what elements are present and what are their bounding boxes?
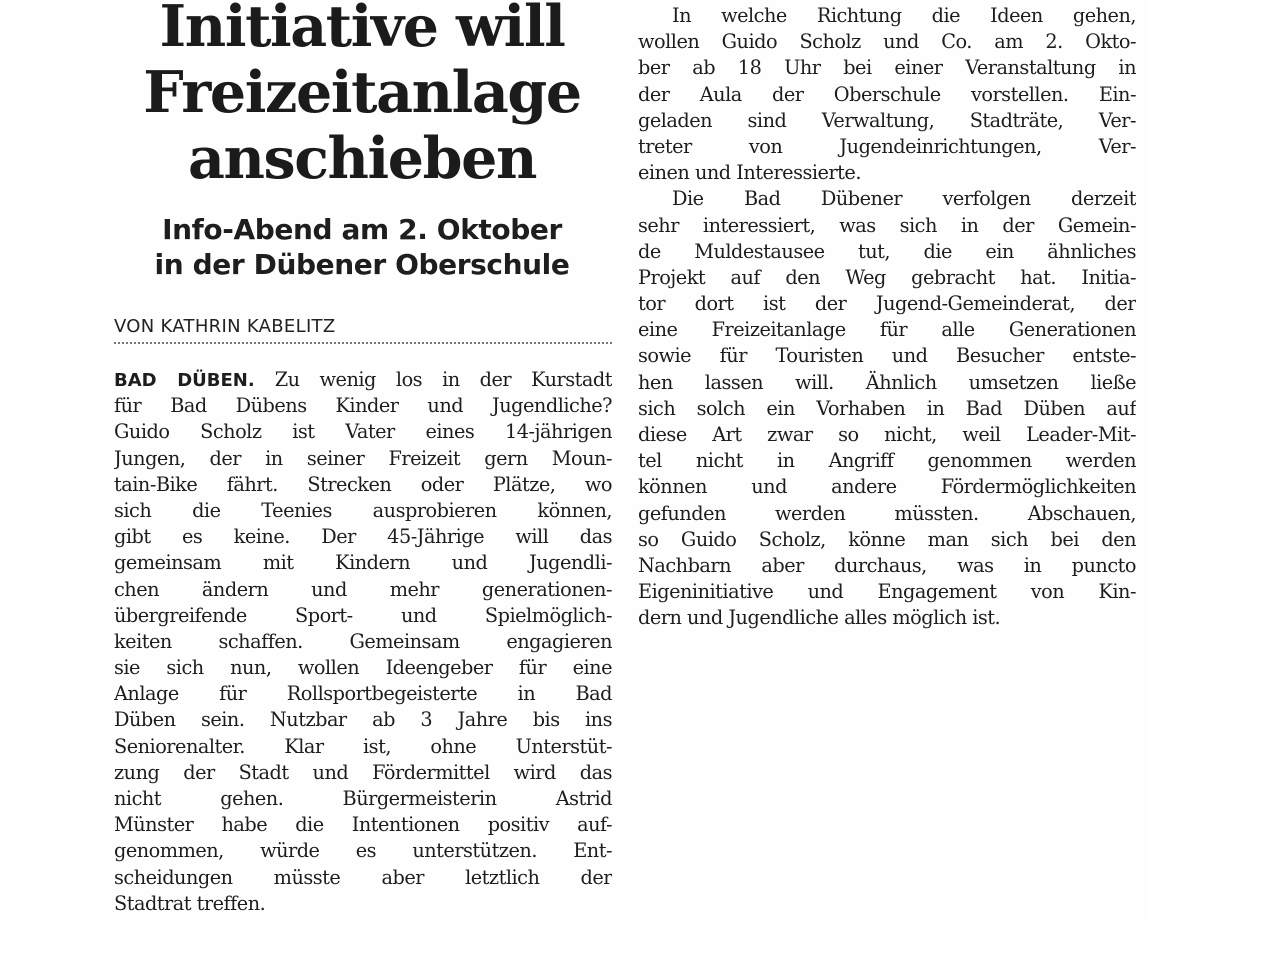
text-line (638, 317, 1136, 343)
text-line (114, 577, 612, 603)
text-line (114, 524, 612, 550)
text-line-content: keiten schaffen. Gemeinsam engagieren (114, 629, 612, 653)
text-line (638, 82, 1136, 108)
text-line-content: de Muldestausee tut, die ein ähnliches (638, 239, 1136, 263)
text-line-content: Münster habe die Intentionen positiv auf- (114, 813, 612, 837)
text-line (114, 367, 612, 393)
text-line-content: Nachbarn aber durchaus, was in puncto (638, 553, 1136, 577)
text-line (114, 550, 612, 576)
text-line-content: Jungen, der in seiner Freizeit gern Moun- (114, 446, 612, 470)
headline-line: Initiative will (159, 0, 565, 60)
text-line (638, 186, 1136, 212)
text-line-content: nicht gehen. Bürgermeisterin Astrid (114, 787, 612, 810)
text-line-content: tain-Bike fährt. Strecken oder Plätze, wo (114, 472, 612, 496)
text-line-content: sehr interessiert, was sich in der Gemein- (638, 213, 1136, 237)
text-line (114, 707, 612, 733)
text-line-content: gibt es keine. Der 45-Jährige will das (114, 525, 612, 549)
text-line (114, 629, 612, 655)
text-line (638, 108, 1136, 134)
text-line-content: hen lassen will. Ähnlich umsetzen ließe (638, 370, 1136, 394)
text-line-content: Eigeninitiative und Engagement von Kin- (638, 580, 1136, 604)
text-line (114, 603, 612, 629)
text-line-content: gefunden werden müssten. Abschauen, (638, 501, 1136, 525)
text-line (114, 393, 612, 419)
text-line-content: ber ab 18 Uhr bei einer Veranstaltung in (638, 56, 1136, 80)
dateline: BAD DÜBEN. (114, 370, 255, 391)
text-line (638, 396, 1136, 422)
text-line (114, 419, 612, 445)
byline: VON KATHRIN KABELITZ (114, 316, 336, 337)
article-column-left (114, 367, 612, 917)
text-line-content: Zu wenig los in der Kurstadt (254, 368, 612, 391)
text-line-content: sich solch ein Vorhaben in Bad Düben auf (638, 396, 1136, 420)
text-line-content: Guido Scholz ist Vater eines 14-jährigen (114, 420, 612, 444)
text-line (638, 134, 1136, 160)
text-line (638, 527, 1136, 553)
text-line-content: sich die Teenies ausprobieren können, (114, 498, 612, 522)
text-line (114, 786, 612, 812)
text-line (638, 29, 1136, 55)
text-line (638, 3, 1136, 29)
text-line (638, 448, 1136, 474)
text-line-content: übergreifende Sport- und Spielmöglich- (114, 603, 612, 627)
subheadline (112, 212, 612, 282)
text-line (638, 501, 1136, 527)
text-line-content: gemeinsam mit Kindern und Jugendli- (114, 551, 612, 575)
text-line-content: zung der Stadt und Fördermittel wird das (114, 760, 612, 784)
text-line (114, 865, 612, 891)
text-line (114, 655, 612, 681)
text-line (638, 370, 1136, 396)
text-line (638, 239, 1136, 265)
text-line-content: Die Bad Dübener verfolgen derzeit (672, 187, 1136, 211)
text-line-content: können und andere Fördermöglichkeiten (638, 475, 1136, 499)
subheadline-line: Info-Abend am 2. Oktober (162, 213, 562, 246)
subheadline-line: in der Dübener Oberschule (154, 248, 570, 281)
article-column-right (638, 3, 1136, 632)
text-line-content: Projekt auf den Weg gebracht hat. Initia- (638, 265, 1136, 289)
text-line-content: für Bad Dübens Kinder und Jugendliche? (114, 394, 612, 418)
text-line-content: eine Freizeitanlage für alle Generationen (638, 318, 1136, 342)
text-line (638, 422, 1136, 448)
text-line (638, 474, 1136, 500)
text-line-content: sie sich nun, wollen Ideengeber für eine (114, 656, 612, 680)
text-line (114, 498, 612, 524)
text-line-content: der Aula der Oberschule vorstellen. Ein- (638, 82, 1136, 106)
text-line (638, 343, 1136, 369)
text-line-content: Düben sein. Nutzbar ab 3 Jahre bis ins (114, 708, 612, 732)
text-line (638, 291, 1136, 317)
text-line-content: diese Art zwar so nicht, weil Leader-Mit- (638, 423, 1136, 446)
text-line-content: genommen, würde es unterstützen. Ent- (114, 839, 612, 863)
text-line (114, 838, 612, 864)
text-line (114, 760, 612, 786)
text-line-content: Anlage für Rollsportbegeisterte in Bad (114, 682, 612, 706)
text-line (114, 734, 612, 760)
text-line (638, 213, 1136, 239)
text-line (114, 812, 612, 838)
text-line-content: scheidungen müsste aber letztlich der (114, 865, 612, 889)
text-line-content: tel nicht in Angriff genommen werden (638, 449, 1136, 473)
text-line (638, 55, 1136, 81)
text-line (114, 446, 612, 472)
text-line-content: treter von Jugendeinrichtungen, Ver- (638, 134, 1136, 158)
byline-divider (114, 342, 612, 344)
text-line-content: Seniorenalter. Klar ist, ohne Unterstüt- (114, 734, 612, 758)
headline-line: Freizeitanlage (143, 59, 581, 126)
headline (112, 0, 612, 192)
text-line: Stadtrat treffen. (114, 891, 266, 915)
text-line (114, 681, 612, 707)
headline-line: anschieben (187, 125, 537, 192)
text-line-content: tor dort ist der Jugend-Gemeinderat, der (638, 292, 1136, 316)
text-line: dern und Jugendliche alles möglich ist. (638, 606, 1001, 630)
text-line-content: sowie für Touristen und Besucher entste- (638, 344, 1136, 368)
text-line (114, 472, 612, 498)
text-line-content: In welche Richtung die Ideen gehen, (672, 4, 1136, 27)
text-line-content: chen ändern und mehr generationen- (114, 577, 612, 601)
text-line (638, 579, 1136, 605)
text-line-content: geladen sind Verwaltung, Stadträte, Ver- (638, 108, 1136, 132)
text-line-content: wollen Guido Scholz und Co. am 2. Okto- (638, 30, 1136, 54)
text-line-content: so Guido Scholz, könne man sich bei den (638, 527, 1136, 551)
text-line: einen und Interessierte. (638, 161, 861, 185)
text-line (638, 553, 1136, 579)
text-line (638, 265, 1136, 291)
